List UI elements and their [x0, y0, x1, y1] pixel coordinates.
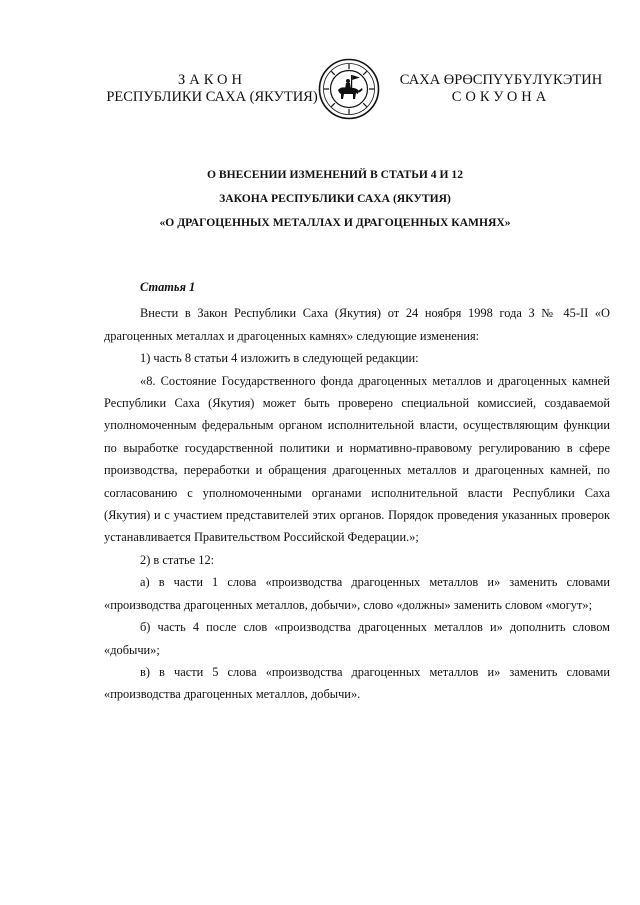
header-left-line2: РЕСПУБЛИКИ САХА (ЯКУТИЯ)	[106, 89, 318, 105]
article-heading: Статья 1	[140, 280, 196, 294]
paragraph-item-2: 2) в статье 12:	[140, 552, 215, 567]
title-line-2: ЗАКОНА РЕСПУБЛИКИ САХА (ЯКУТИЯ)	[219, 192, 451, 205]
sakha-coat-of-arms-icon	[318, 58, 380, 120]
title-line-3: «О ДРАГОЦЕННЫХ МЕТАЛЛАХ И ДРАГОЦЕННЫХ КАМНЯХ»	[159, 216, 511, 229]
article-body	[104, 276, 610, 706]
header-right-line1: САХА ӨРӨСПҮҮБҮЛҮКЭТИН	[399, 72, 603, 88]
paragraph-subitem-a: а) в части 1 слова «производства драгоценных металлов и» заменить словами «производства драгоценных металлов, добычи», слово «должны» заменить словом «могут»;	[104, 575, 610, 612]
paragraph-subitem-b: б) часть 4 после слов «производства драгоценных металлов и» дополнить словом «добычи»;	[104, 620, 610, 657]
paragraph-intro: Внести в Закон Республики Саха (Якутия) от 24 ноября 1998 года З № 45-II «О драгоценных металлах и драгоценных камнях» следующие изменения:	[104, 306, 610, 343]
header-left-line1: ЗАКОН	[178, 72, 246, 88]
paragraph-subitem-v: в) в части 5 слова «производства драгоценных металлов и» заменить словами «производства драгоценных металлов, добычи».	[104, 664, 610, 702]
header-right	[386, 72, 616, 106]
header-right-line2: СОКУОНА	[451, 89, 551, 105]
paragraph-item-1: 1) часть 8 статьи 4 изложить в следующей редакции:	[140, 351, 419, 366]
paragraph-quoted-part-8: «8. Состояние Государственного фонда драгоценных металлов и драгоценных камней Республики Саха (Якутия) может быть проверено специальной комиссией, создаваемой уполномоченным федеральным органом исполнительной власти, осуществляющим функции по выработке государственной политики и нормативно-правовому регулированию в сфере производства, переработки и обращения драгоценных металлов и драгоценных камней, по согласованию с уполномоченными органами исполнительной власти Республики Саха (Якутия) и с участием представителей этих органов. Порядок проведения указанных проверок устанавливается Правительством Российской Федерации.»;	[104, 373, 610, 545]
law-title	[100, 163, 570, 235]
title-line-1: О ВНЕСЕНИИ ИЗМЕНЕНИЙ В СТАТЬИ 4 И 12	[206, 168, 463, 181]
header-left	[92, 72, 332, 106]
